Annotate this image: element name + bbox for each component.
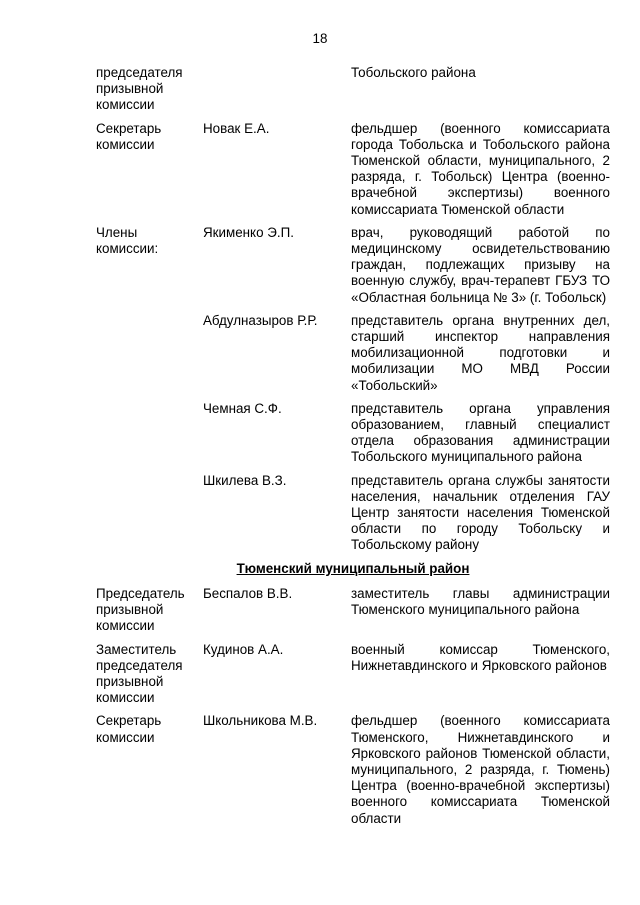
table-row	[96, 586, 610, 635]
table-row	[96, 401, 610, 466]
member-position: представитель органа службы занятости населения, начальник отделения ГАУ Центр занятости населения Тюменской области по городу Тобольску и Тобольскому району	[351, 472, 610, 553]
table-row	[96, 642, 610, 707]
member-position: представитель органа внутренних дел, старший инспектор направления мобилизационной подготовки и мобилизации МО МВД России «Тобольский»	[351, 312, 610, 393]
member-role	[96, 473, 203, 554]
member-name	[203, 65, 351, 114]
table-row	[96, 313, 610, 394]
member-name: Школьникова М.В.	[203, 713, 318, 729]
member-name: Якименко Э.П.	[203, 224, 294, 240]
member-name: Чемная С.Ф.	[203, 400, 282, 416]
member-role: Заместитель председателя призывной комиссии	[96, 641, 183, 706]
member-role: Секретарь комиссии	[96, 713, 162, 745]
member-role: председателя призывной комиссии	[96, 65, 183, 113]
section-title: Тюменский муниципальный район	[236, 560, 470, 576]
member-name: Беспалов В.В.	[203, 585, 293, 601]
member-role: Председатель призывной комиссии	[96, 585, 185, 634]
commission-list	[96, 65, 610, 834]
member-role: Члены комиссии:	[96, 224, 159, 257]
table-row	[96, 65, 610, 114]
member-role	[96, 313, 203, 394]
member-position: фельдшер (военного комиссариата города Тобольска и Тобольского района Тюменской области, муниципального, 2 разряда, г. Тобольск) Центра (военно-врачебной экспертизы) военного комиссариата Тюменской области	[351, 120, 610, 217]
table-row	[96, 121, 610, 218]
member-name: Шкилева В.З.	[203, 472, 287, 488]
table-row	[96, 713, 610, 826]
member-position: Тобольского района	[351, 65, 476, 80]
member-position: врач, руководящий работой по медицинскому освидетельствованию граждан, подлежащих призыву на военную службу, врач-терапевт ГБУЗ ТО «Областная больница № 3» (г. Тобольск)	[351, 224, 610, 305]
table-row	[96, 473, 610, 554]
member-position: фельдшер (военного комиссариата Тюменского, Нижнетавдинского и Ярковского районов Тюменской области, муниципального, 2 разряда, г. Тюмень) Центра (военно-врачебной экспертизы) военного комиссариата Тюменской области	[351, 713, 610, 826]
member-role: Секретарь комиссии	[96, 120, 162, 152]
member-name: Кудинов А.А.	[203, 641, 284, 657]
member-name: Абдулназыров Р.Р.	[203, 312, 318, 328]
page-number: 18	[312, 31, 328, 46]
table-row	[96, 225, 610, 306]
member-position: представитель органа управления образованием, главный специалист отдела образования администрации Тобольского муниципального района	[351, 400, 610, 465]
member-name: Новак Е.А.	[203, 120, 270, 136]
member-position: заместитель главы администрации Тюменского муниципального района	[351, 585, 610, 618]
member-role	[96, 401, 203, 466]
member-position: военный комиссар Тюменского, Нижнетавдинского и Ярковского районов	[351, 641, 610, 673]
